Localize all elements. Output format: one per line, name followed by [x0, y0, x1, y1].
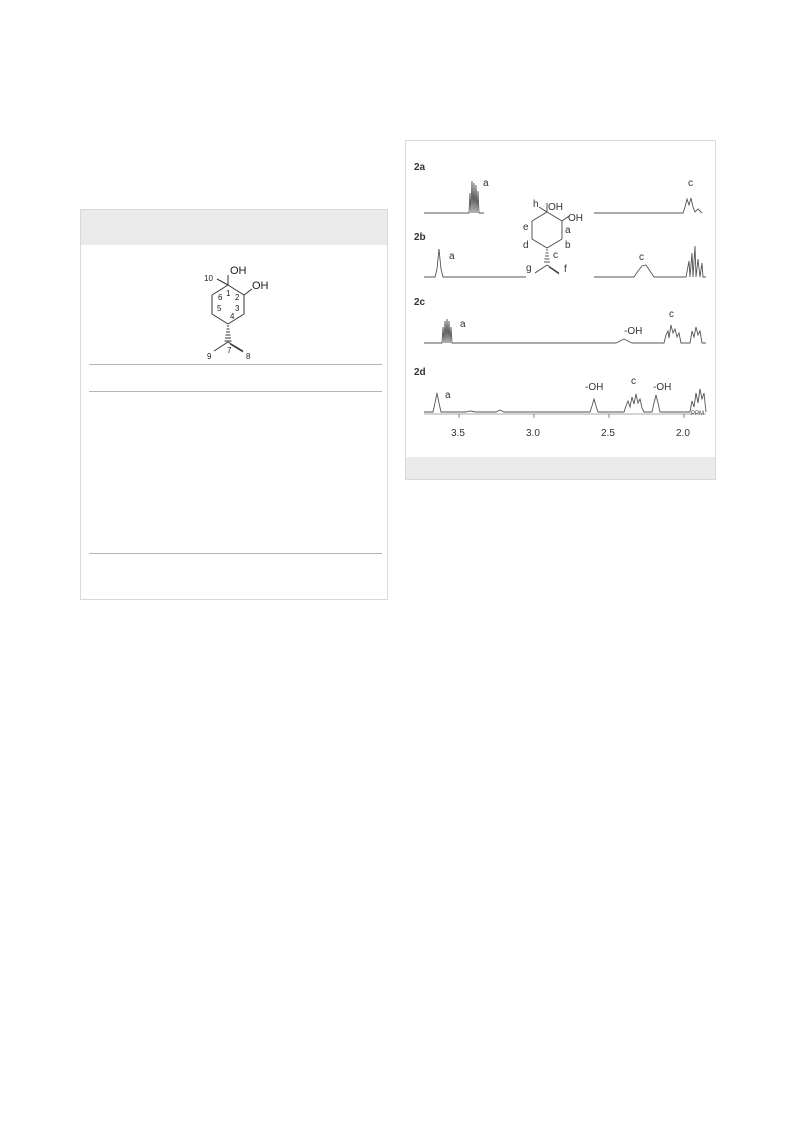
atom-number-7: 7: [227, 346, 232, 355]
panel-label-2c: 2c: [414, 297, 426, 308]
card-header: [81, 210, 387, 245]
inset-oh-1: OH: [548, 202, 563, 213]
panel-label-2a: 2a: [414, 162, 426, 173]
table-rule-bottom: [89, 553, 382, 554]
atom-number-4: 4: [230, 312, 235, 321]
nmr-figure-card: [405, 140, 716, 480]
atom-number-10: 10: [204, 274, 213, 283]
peak-label-2b-c: c: [639, 252, 644, 263]
peak-label-2a-c: c: [688, 178, 693, 189]
table-rule-top: [89, 364, 382, 365]
axis-tick-3-0: 3.0: [526, 428, 540, 439]
spectrum-2b-right: [594, 246, 706, 277]
inset-label-b: b: [565, 240, 571, 251]
oh-label-1: OH: [230, 265, 247, 277]
table-rule-middle: [89, 391, 382, 392]
spectrum-2b-left: [424, 249, 526, 277]
inset-label-g: g: [526, 263, 532, 274]
inset-label-f: f: [564, 264, 567, 275]
inset-label-e: e: [523, 222, 529, 233]
atom-number-3: 3: [235, 304, 240, 313]
axis-tick-2-0: 2.0: [676, 428, 690, 439]
peak-label-2c-a: a: [460, 319, 466, 330]
inset-structure: [523, 199, 583, 275]
spectrum-2a-left: [424, 181, 484, 213]
peak-label-2d-c: c: [631, 376, 636, 387]
atom-number-5: 5: [217, 304, 222, 313]
figure-footer: [406, 457, 715, 479]
inset-label-c: c: [553, 250, 558, 261]
peak-label-2a-a: a: [483, 178, 489, 189]
spectrum-2a-right: [594, 198, 702, 213]
atom-number-1: 1: [226, 289, 231, 298]
structure-card: [80, 209, 388, 600]
atom-number-8: 8: [246, 352, 251, 361]
panel-label-2d: 2d: [414, 367, 426, 378]
inset-label-h: h: [533, 199, 539, 210]
axis-tick-2-5: 2.5: [601, 428, 615, 439]
peak-label-2d-a: a: [445, 390, 451, 401]
inset-oh-2: OH: [568, 213, 583, 224]
atom-number-2: 2: [235, 293, 240, 302]
peak-label-2c-oh: -OH: [624, 326, 643, 337]
oh-label-2: OH: [252, 280, 269, 292]
axis-tick-3-5: 3.5: [451, 428, 465, 439]
panel-label-2b: 2b: [414, 232, 426, 243]
spectrum-2c: [424, 319, 706, 343]
peak-label-2d-oh2: -OH: [653, 382, 672, 393]
axis-unit-label: PPM: [691, 411, 705, 417]
axis-ticks: [459, 414, 684, 418]
peak-label-2d-oh1: -OH: [585, 382, 604, 393]
inset-label-a: a: [565, 225, 571, 236]
peak-label-2c-c: c: [669, 309, 674, 320]
numbered-structure: [81, 255, 387, 395]
atom-number-6: 6: [218, 293, 223, 302]
nmr-spectra: [406, 141, 715, 457]
inset-label-d: d: [523, 240, 529, 251]
atom-number-9: 9: [207, 352, 212, 361]
peak-label-2b-a: a: [449, 251, 455, 262]
